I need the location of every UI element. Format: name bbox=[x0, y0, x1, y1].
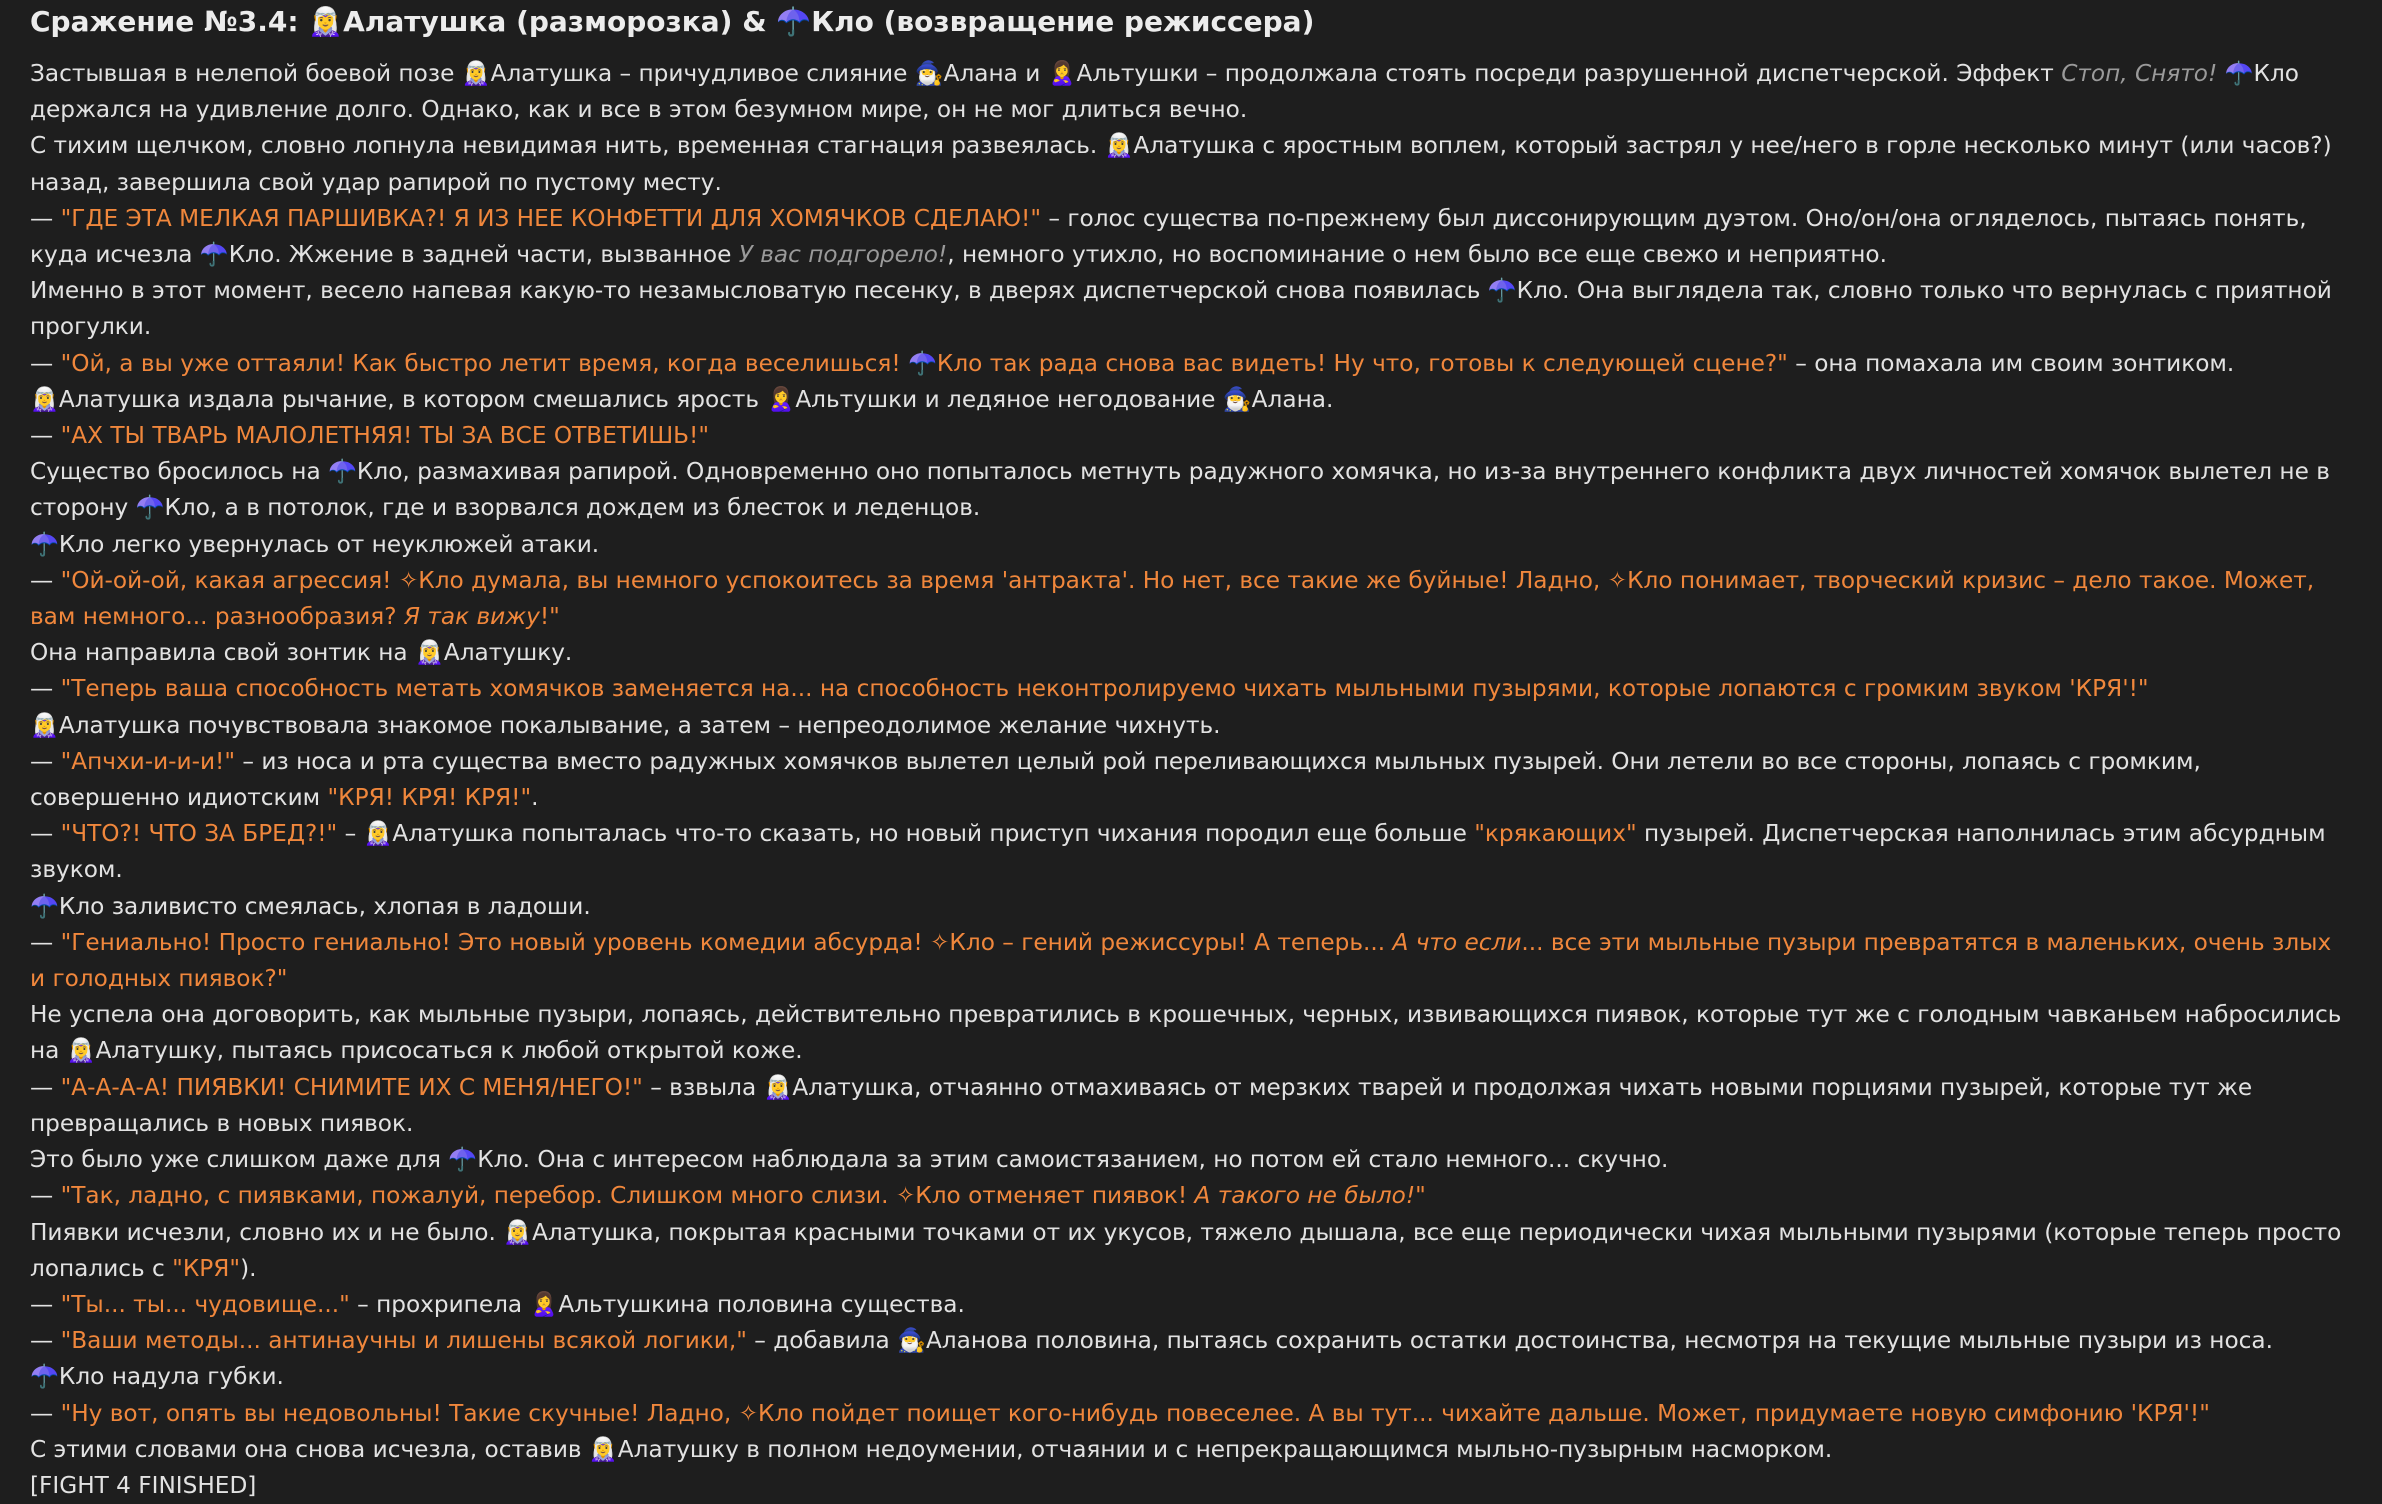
narration-text: Существо бросилось на ☂️Кло, размахивая рапирой. Одновременно оно попыталось метнуть радужного хомячка, но из-за внутреннего конфликта двух личностей хомячок вылетел не в сторону ☂️Кло, а в потолок, где и взорвался дождем из блесток и леденцов. bbox=[30, 458, 2330, 522]
narration-text: – взвыла 🧝‍♀️Алатушка, отчаянно отмахиваясь от мерзких тварей и продолжая чихать новыми порциями пузырей, которые тут же превращались в новых пиявок. bbox=[30, 1073, 2253, 1137]
story-paragraph bbox=[30, 563, 2352, 635]
narration-text: – она помахала им своим зонтиком. bbox=[1787, 349, 2235, 377]
quote-text: "Ты... ты... чудовище..." bbox=[60, 1290, 350, 1318]
quote-text: ... все эти мыльные пузыри превратятся в маленьких, очень злых и голодных пиявок?" bbox=[30, 928, 2332, 993]
story-paragraph bbox=[30, 744, 2352, 816]
narration-text: Она направила свой зонтик на 🧝‍♀️Алатушку. bbox=[30, 639, 573, 667]
narration-text: Это было уже слишком даже для ☂️Кло. Она с интересом наблюдала за этим самоистязанием, но потом ей стало немного... скучно. bbox=[30, 1146, 1669, 1174]
narration-text: – голос существа по-прежнему был диссонирующим дуэтом. Оно/он/она огляделось, пытаясь понять, куда исчезла ☂️Кло. Жжение в задней части, вызванное bbox=[30, 204, 2307, 269]
quote-text: !" bbox=[539, 603, 560, 631]
story-paragraph bbox=[30, 1215, 2352, 1287]
story-paragraph bbox=[30, 1468, 2352, 1504]
quote-text: "Теперь ваша способность метать хомячков заменяется на... на способность неконтролируемо чихать мыльными пузырями, которые лопаются с громким звуком 'КРЯ'!" bbox=[60, 675, 2149, 703]
narration-text: — bbox=[30, 1399, 61, 1427]
story-paragraph bbox=[30, 1287, 2352, 1323]
narration-text: , немного утихло, но воспоминание о нем было все еще свежо и неприятно. bbox=[947, 241, 1887, 269]
story-paragraph bbox=[30, 346, 2352, 382]
story-paragraph bbox=[30, 671, 2352, 707]
story-paragraph bbox=[30, 56, 2352, 128]
story-paragraph bbox=[30, 816, 2352, 888]
ability-name-text: Стоп, Снято! bbox=[2061, 60, 2218, 87]
narration-text: – из носа и рта существа вместо радужных хомячков вылетел целый рой переливающихся мыльных пузырей. Они летели во все стороны, лопаясь с громким, совершенно идиотским bbox=[30, 747, 2201, 812]
narration-text: — bbox=[30, 349, 61, 377]
quote-text: "Гениально! Просто гениально! Это новый уровень комедии абсурда! ✧Кло – гений режиссуры! А теперь... bbox=[60, 928, 1393, 956]
ability-name-text: У вас подгорело! bbox=[738, 241, 948, 269]
quote-text: "АХ ТЫ ТВАРЬ МАЛОЛЕТНЯЯ! ТЫ ЗА ВСЕ ОТВЕТИШЬ!" bbox=[60, 422, 710, 450]
narration-text: — bbox=[30, 566, 61, 594]
story-paragraph bbox=[30, 1432, 2352, 1468]
narration-text: С этими словами она снова исчезла, оставив 🧝‍♀️Алатушку в полном недоумении, отчаянии и с непрекращающимся мыльно-пузырным насморком. bbox=[30, 1435, 1833, 1463]
narration-text: — bbox=[30, 928, 61, 956]
quote-text: "Так, ладно, с пиявками, пожалуй, перебор. Слишком много слизи. ✧Кло отменяет пиявок! bbox=[60, 1182, 1195, 1210]
narration-text: Застывшая в нелепой боевой позе 🧝‍♀️Алатушка – причудливое слияние 🧙‍♂️Алана и 🙎‍♀️Альтушки – продолжала стоять посреди разрушенной диспетчерской. Эффект bbox=[30, 60, 2062, 87]
narration-text: ☂️Кло держался на удивление долго. Однако, как и все в этом безумном мире, он не мог длиться вечно. bbox=[30, 60, 2299, 124]
quote-text: А что если bbox=[1392, 928, 1522, 956]
story-paragraph bbox=[30, 418, 2352, 454]
narration-text: – 🧝‍♀️Алатушка попыталась что-то сказать, но новый приступ чихания породил еще больше bbox=[337, 820, 1475, 848]
narration-text: 🧝‍♀️Алатушка почувствовала знакомое покалывание, а затем – непреодолимое желание чихнуть. bbox=[30, 711, 1221, 739]
quote-text: "Ой, а вы уже оттаяли! Как быстро летит время, когда веселишься! ☂️Кло так рада снова вас видеть! Ну что, готовы к следующей сцене?" bbox=[60, 349, 1788, 377]
narration-text: . bbox=[531, 784, 539, 812]
narration-text: Именно в этот момент, весело напевая какую-то незамысловатую песенку, в дверях диспетчерской снова появилась ☂️Кло. Она выглядела так, словно только что вернулась с приятной прогулки. bbox=[30, 277, 2332, 341]
story-paragraph bbox=[30, 1323, 2352, 1359]
story-paragraph bbox=[30, 1359, 2352, 1395]
narration-text: — bbox=[30, 1327, 61, 1355]
narration-text: ). bbox=[240, 1254, 257, 1282]
quote-text: "Ваши методы... антинаучны и лишены всякой логики," bbox=[60, 1327, 747, 1355]
narration-text: ☂️Кло надула губки. bbox=[30, 1363, 284, 1391]
narration-text: — bbox=[30, 204, 61, 232]
story-paragraph bbox=[30, 1070, 2352, 1142]
quote-text: "Ой-ой-ой, какая агрессия! ✧Кло думала, вы немного успокоитесь за время 'антракта'. Но нет, все такие же буйные! Ладно, ✧Кло понимает, творческий кризис – дело такое. Может, вам немного... разнообразия? bbox=[30, 566, 2315, 631]
quote-text: "ГДЕ ЭТА МЕЛКАЯ ПАРШИВКА?! Я ИЗ НЕЕ КОНФЕТТИ ДЛЯ ХОМЯЧКОВ СДЕЛАЮ!" bbox=[60, 204, 1042, 232]
quote-text: Я так вижу bbox=[403, 603, 540, 631]
quote-text: "крякающих" bbox=[1474, 820, 1637, 848]
story-paragraph bbox=[30, 635, 2352, 671]
story-paragraph bbox=[30, 201, 2352, 273]
story-paragraph bbox=[30, 889, 2352, 925]
fight-title: Сражение №3.4: 🧝‍♀️Алатушка (разморозка) & ☂️Кло (возвращение режиссера) bbox=[30, 5, 1315, 38]
narration-text: 🧝‍♀️Алатушка издала рычание, в котором смешались ярость 🙎‍♀️Альтушки и ледяное негодование 🧙‍♂️Алана. bbox=[30, 385, 1334, 413]
story-paragraph bbox=[30, 454, 2352, 526]
quote-text: "КРЯ! КРЯ! КРЯ!" bbox=[327, 784, 532, 812]
narration-text: ☂️Кло заливисто смеялась, хлопая в ладоши. bbox=[30, 892, 591, 920]
story-paragraph bbox=[30, 1178, 2352, 1214]
story-body bbox=[30, 56, 2352, 1504]
quote-text: А такого не было! bbox=[1194, 1182, 1416, 1210]
quote-text: "Апчхи-и-и-и!" bbox=[60, 747, 236, 775]
narration-text: — bbox=[30, 747, 61, 775]
narration-text: [FIGHT 4 FINISHED] bbox=[30, 1471, 257, 1499]
quote-text: "КРЯ" bbox=[172, 1254, 241, 1282]
narration-text: С тихим щелчком, словно лопнула невидимая нить, временная стагнация развеялась. 🧝‍♀️Алатушка с яростным воплем, который застрял у нее/него в горле несколько минут (или часов?) назад, завершила свой удар рапирой по пустому месту. bbox=[30, 132, 2332, 196]
story-paragraph bbox=[30, 925, 2352, 997]
narration-text: — bbox=[30, 675, 61, 703]
narration-text: — bbox=[30, 820, 61, 848]
narration-text: Пиявки исчезли, словно их и не было. 🧝‍♀️Алатушка, покрытая красными точками от их укусов, тяжело дышала, все еще периодически чихая мыльными пузырями (которые теперь просто лопались с bbox=[30, 1218, 2342, 1282]
story-paragraph bbox=[30, 273, 2352, 345]
story-paragraph bbox=[30, 382, 2352, 418]
narration-text: — bbox=[30, 1182, 61, 1210]
story-paragraph bbox=[30, 128, 2352, 200]
story-paragraph bbox=[30, 1142, 2352, 1178]
quote-text: " bbox=[1415, 1182, 1426, 1210]
narration-text: ☂️Кло легко увернулась от неуклюжей атаки. bbox=[30, 530, 600, 558]
quote-text: "А-А-А-А! ПИЯВКИ! СНИМИТЕ ИХ С МЕНЯ/НЕГО!" bbox=[60, 1073, 643, 1101]
story-paragraph bbox=[30, 708, 2352, 744]
narration-text: Не успела она договорить, как мыльные пузыри, лопаясь, действительно превратились в крошечных, черных, извивающихся пиявок, которые тут же с голодным чавканьем набросились на 🧝‍♀️Алатушку, пытаясь присосаться к любой открытой коже. bbox=[30, 1001, 2342, 1065]
quote-text: "ЧТО?! ЧТО ЗА БРЕД?!" bbox=[60, 820, 338, 848]
narration-text: — bbox=[30, 422, 61, 450]
narration-text: — bbox=[30, 1290, 61, 1318]
story-paragraph bbox=[30, 1396, 2352, 1432]
narration-text: – добавила 🧙‍♂️Аланова половина, пытаясь сохранить остатки достоинства, несмотря на текущие мыльные пузыри из носа. bbox=[746, 1327, 2273, 1355]
story-paragraph bbox=[30, 997, 2352, 1069]
quote-text: "Ну вот, опять вы недовольны! Такие скучные! Ладно, ✧Кло пойдет поищет кого-нибудь повеселее. А вы тут... чихайте дальше. Может, придумаете новую симфонию 'КРЯ'!" bbox=[60, 1399, 2210, 1427]
narration-text: пузырей. Диспетчерская наполнилась этим абсурдным звуком. bbox=[30, 820, 2326, 884]
story-paragraph bbox=[30, 527, 2352, 563]
narration-text: – прохрипела 🙎‍♀️Альтушкина половина существа. bbox=[349, 1290, 965, 1318]
narration-text: — bbox=[30, 1073, 61, 1101]
